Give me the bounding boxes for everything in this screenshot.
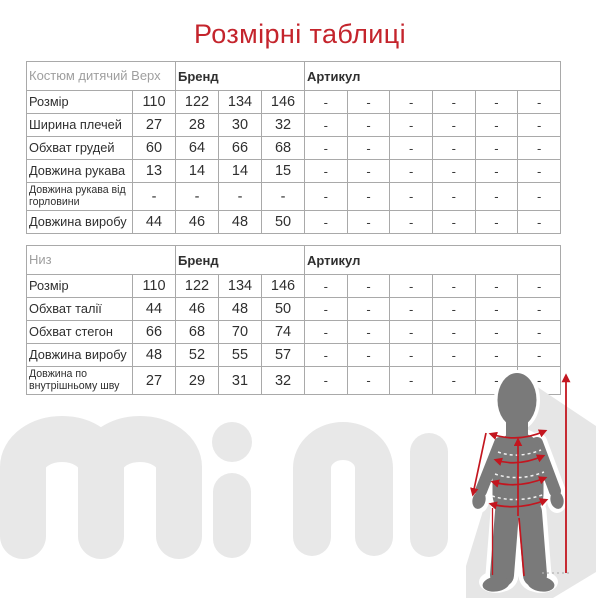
article-cell: - — [347, 137, 390, 160]
table-row — [27, 211, 561, 234]
article-cell: - — [305, 114, 348, 137]
value-cell: 30 — [219, 114, 262, 137]
row-label: Довжина рукава — [27, 160, 133, 183]
value-cell: 68 — [262, 137, 305, 160]
row-label: Розмір — [27, 91, 133, 114]
brand-watermark — [23, 422, 429, 539]
value-cell: - — [219, 183, 262, 211]
tables-area — [26, 61, 561, 406]
article-cell: - — [347, 211, 390, 234]
value-cell: 74 — [262, 321, 305, 344]
article-cell: - — [432, 275, 475, 298]
article-cell: - — [347, 91, 390, 114]
table-row — [27, 114, 561, 137]
value-cell: 66 — [219, 137, 262, 160]
section-label: Низ — [27, 246, 176, 275]
value-cell: - — [176, 183, 219, 211]
article-cell: - — [305, 160, 348, 183]
article-cell: - — [518, 160, 561, 183]
article-cell: - — [347, 321, 390, 344]
row-label: Розмір — [27, 275, 133, 298]
article-cell: - — [305, 321, 348, 344]
table-header-row — [27, 62, 561, 91]
article-cell: - — [390, 211, 433, 234]
brand-figure-graphic — [0, 370, 600, 600]
row-label: Обхват грудей — [27, 137, 133, 160]
table-row — [27, 183, 561, 211]
article-cell: - — [518, 114, 561, 137]
article-cell: - — [390, 344, 433, 367]
row-label: Обхват стегон — [27, 321, 133, 344]
article-cell: - — [432, 114, 475, 137]
article-cell: - — [432, 160, 475, 183]
value-cell: 60 — [133, 137, 176, 160]
table-header-row — [27, 246, 561, 275]
value-cell: 46 — [176, 298, 219, 321]
article-cell: - — [347, 367, 390, 395]
article-cell: - — [432, 344, 475, 367]
article-cell: - — [390, 275, 433, 298]
article-cell: - — [305, 344, 348, 367]
article-cell: - — [305, 367, 348, 395]
article-cell: - — [432, 183, 475, 211]
article-header: Артикул — [305, 246, 561, 275]
article-cell: - — [390, 114, 433, 137]
article-cell: - — [475, 137, 518, 160]
article-cell: - — [432, 367, 475, 395]
value-cell: 134 — [219, 91, 262, 114]
value-cell: 32 — [262, 114, 305, 137]
article-cell: - — [432, 211, 475, 234]
value-cell: - — [133, 183, 176, 211]
article-cell: - — [518, 344, 561, 367]
article-cell: - — [347, 160, 390, 183]
article-cell: - — [518, 275, 561, 298]
article-cell: - — [305, 91, 348, 114]
value-cell: 52 — [176, 344, 219, 367]
article-cell: - — [518, 321, 561, 344]
value-cell: 66 — [133, 321, 176, 344]
value-cell: 13 — [133, 160, 176, 183]
article-cell: - — [390, 183, 433, 211]
value-cell: 44 — [133, 298, 176, 321]
value-cell: 44 — [133, 211, 176, 234]
row-label: Ширина плечей — [27, 114, 133, 137]
value-cell: 134 — [219, 275, 262, 298]
silhouette-left-leg — [502, 512, 507, 575]
row-label: Довжина виробу — [27, 211, 133, 234]
value-cell: 64 — [176, 137, 219, 160]
table-row — [27, 137, 561, 160]
article-cell: - — [518, 137, 561, 160]
article-cell: - — [347, 114, 390, 137]
watermark-letter-i-dot — [212, 422, 252, 462]
value-cell: 31 — [219, 367, 262, 395]
article-cell: - — [305, 137, 348, 160]
row-label: Довжина рукава від горловини — [27, 183, 133, 211]
table-row — [27, 91, 561, 114]
article-cell: - — [390, 321, 433, 344]
article-cell: - — [518, 91, 561, 114]
table-row — [27, 321, 561, 344]
value-cell: 110 — [133, 91, 176, 114]
article-cell: - — [518, 183, 561, 211]
value-cell: 57 — [262, 344, 305, 367]
value-cell: 48 — [133, 344, 176, 367]
article-cell: - — [305, 298, 348, 321]
article-cell: - — [390, 91, 433, 114]
value-cell: 110 — [133, 275, 176, 298]
value-cell: 28 — [176, 114, 219, 137]
value-cell: 50 — [262, 211, 305, 234]
article-cell: - — [432, 321, 475, 344]
article-cell: - — [390, 367, 433, 395]
value-cell: 122 — [176, 275, 219, 298]
value-cell: 48 — [219, 298, 262, 321]
value-cell: 146 — [262, 91, 305, 114]
silhouette-right-leg — [530, 512, 535, 575]
page-title: Розмірні таблиці — [194, 19, 406, 49]
value-cell: 15 — [262, 160, 305, 183]
article-cell: - — [347, 344, 390, 367]
value-cell: 55 — [219, 344, 262, 367]
value-cell: 14 — [176, 160, 219, 183]
article-cell: - — [475, 321, 518, 344]
article-header: Артикул — [305, 62, 561, 91]
value-cell: 32 — [262, 367, 305, 395]
section-label: Костюм дитячий Верх — [27, 62, 176, 91]
value-cell: 48 — [219, 211, 262, 234]
article-cell: - — [475, 298, 518, 321]
article-cell: - — [475, 344, 518, 367]
value-cell: 146 — [262, 275, 305, 298]
brand-header: Бренд — [176, 62, 305, 91]
article-cell: - — [305, 183, 348, 211]
article-cell: - — [475, 114, 518, 137]
value-cell: 68 — [176, 321, 219, 344]
size-table-upper — [26, 61, 561, 234]
article-cell: - — [305, 211, 348, 234]
value-cell: - — [262, 183, 305, 211]
watermark-letter-n — [312, 441, 374, 537]
article-cell: - — [390, 160, 433, 183]
value-cell: 46 — [176, 211, 219, 234]
brand-header: Бренд — [176, 246, 305, 275]
value-cell: 122 — [176, 91, 219, 114]
value-cell: 29 — [176, 367, 219, 395]
article-cell: - — [347, 275, 390, 298]
watermark-letter-m — [23, 439, 179, 536]
row-label: Довжина виробу — [27, 344, 133, 367]
article-cell: - — [305, 275, 348, 298]
article-cell: - — [475, 211, 518, 234]
row-label: Обхват талії — [27, 298, 133, 321]
value-cell: 27 — [133, 114, 176, 137]
article-cell: - — [475, 160, 518, 183]
article-cell: - — [475, 275, 518, 298]
table-row — [27, 298, 561, 321]
article-cell: - — [347, 298, 390, 321]
value-cell: 70 — [219, 321, 262, 344]
article-cell: - — [390, 298, 433, 321]
article-cell: - — [475, 367, 518, 395]
article-cell: - — [432, 91, 475, 114]
article-cell: - — [475, 91, 518, 114]
value-cell: 14 — [219, 160, 262, 183]
article-cell: - — [518, 367, 561, 395]
table-row — [27, 275, 561, 298]
article-cell: - — [518, 211, 561, 234]
article-cell: - — [390, 137, 433, 160]
row-label: Довжина по внутрішньому шву — [27, 367, 133, 395]
value-cell: 50 — [262, 298, 305, 321]
article-cell: - — [432, 137, 475, 160]
value-cell: 27 — [133, 367, 176, 395]
article-cell: - — [518, 298, 561, 321]
article-cell: - — [347, 183, 390, 211]
table-row — [27, 344, 561, 367]
article-cell: - — [475, 183, 518, 211]
article-cell: - — [432, 298, 475, 321]
table-row — [27, 160, 561, 183]
